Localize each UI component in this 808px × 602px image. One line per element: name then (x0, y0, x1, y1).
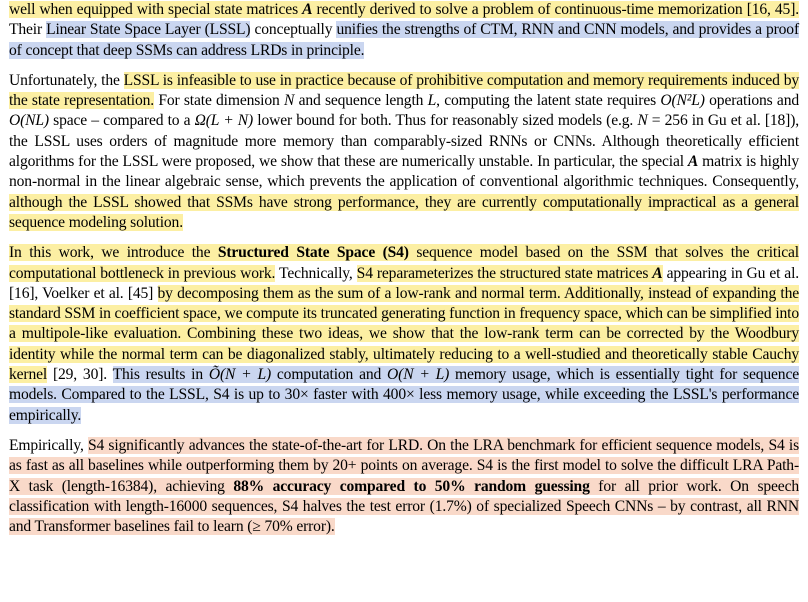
text-segment: appearing in Gu et al. [16], Voelker et al. [45] (9, 264, 800, 302)
text-segment: recently derived to solve a problem of continuous-time memorization [16, 45]. (312, 1, 799, 18)
text-segment: [29, 30]. (47, 366, 113, 384)
text-segment: by decomposing them as the sum of a low-rank and normal term. Additionally, instead of expanding the standard SSM in coefficient space, we compute its truncated generating function in frequency space, which can be simplified into a multipole-like evaluation. Combining these two ideas, we show that the low-rank term can be corrected by the Woodbury identity while the normal term can be diagonalized stably, ultimately reducing to a well-studied and theoretically stable Cauchy kernel (9, 284, 799, 384)
text-segment: O(NL) (9, 112, 49, 130)
text-segment: space – compared to a (48, 112, 195, 130)
text-segment: In this work, we introduce the (9, 244, 218, 262)
text-segment: O(N²L) (660, 92, 705, 110)
text-segment: operations and (704, 92, 799, 110)
text-segment: Linear State Space Layer (LSSL) (46, 21, 251, 39)
text-segment: L (427, 92, 437, 110)
text-segment: matrix is highly non-normal in the linear algebraic sense, which prevents the application of conventional algorithmic techniques. Consequently, (9, 153, 799, 191)
text-segment: lower bound for both. Thus for reasonably sized models (e.g. (253, 112, 638, 130)
text-segment: O(N + L) (387, 366, 450, 384)
paragraph-s4-introduction (9, 243, 799, 426)
text-segment: Õ(N + L) (208, 366, 272, 384)
text-segment: Unfortunately, the (9, 71, 124, 89)
text-segment: memory usage, which is essentially tight for sequence models. Compared to the LSSL, S4 is up to 30× faster with 400× less memory usage, while exceeding the LSSL's performance empirically. (9, 366, 799, 424)
text-segment: This results in (112, 366, 209, 384)
text-segment: , computing the latent state requires (436, 92, 661, 110)
text-segment: N (637, 112, 648, 130)
paragraph-empirical-results (9, 436, 799, 537)
text-segment: 88% accuracy compared to 50% random guessing (233, 477, 590, 495)
text-segment: conceptually (250, 21, 337, 39)
text-segment: Technically, (275, 264, 357, 282)
text-segment: Structured State Space (S4) (217, 244, 409, 262)
text-segment: S4 reparameterizes the structured state matrices (356, 264, 653, 282)
text-segment: A (302, 1, 313, 18)
text-segment: and sequence length (294, 92, 428, 110)
text-segment: sequence model based on the SSM that solves the critical computational bottleneck in previous work. (9, 244, 799, 282)
text-segment: S4 significantly advances the state-of-the-art for LRD. On the LRA benchmark for efficient sequence models, S4 is as fast as all baselines while outperforming them by 20+ points on average. S4 is the first model to solve the difficult LRA Path-X task (length-16384), achieving (9, 436, 799, 495)
text-segment: N (283, 92, 295, 110)
text-segment: For state dimension (154, 92, 284, 110)
text-segment: Ω(L + N) (194, 112, 254, 130)
text-segment: although the LSSL showed that SSMs have strong performance, they are currently computationally impractical as a general sequence modeling solution. (9, 193, 799, 231)
text-segment: unifies the strengths of CTM, RNN and CNN models, and provides a proof of concept that deep SSMs can address LRDs in principle. (9, 21, 800, 59)
paragraph-lssl-limitations (9, 71, 799, 233)
text-segment: Their (9, 21, 47, 39)
text-segment: LSSL is infeasible to use in practice because of prohibitive computation and memory requirements induced by the state representation. (9, 71, 799, 110)
text-segment: A (652, 264, 663, 282)
paragraph-lssl-background (9, 0, 799, 61)
text-segment: Empirically, (9, 436, 88, 454)
text-segment: for all prior work. On speech classification with length-16000 sequences, S4 halves the test error (1.7%) of specialized Speech CNNs – by contrast, all RNN and Transformer baselines fail to learn (≥ 70% error). (9, 477, 799, 536)
text-segment: = 256 in Gu et al. [18]), the LSSL uses orders of magnitude more memory than comparably-sized RNNs or CNNs. Although theoretically efficient algorithms for the LSSL were proposed, we show that these are numerically unstable. In particular, the special (9, 112, 799, 171)
text-segment: computation and (271, 366, 388, 384)
text-segment: well when equipped with special state matrices (9, 1, 303, 18)
text-segment: A (687, 153, 699, 171)
